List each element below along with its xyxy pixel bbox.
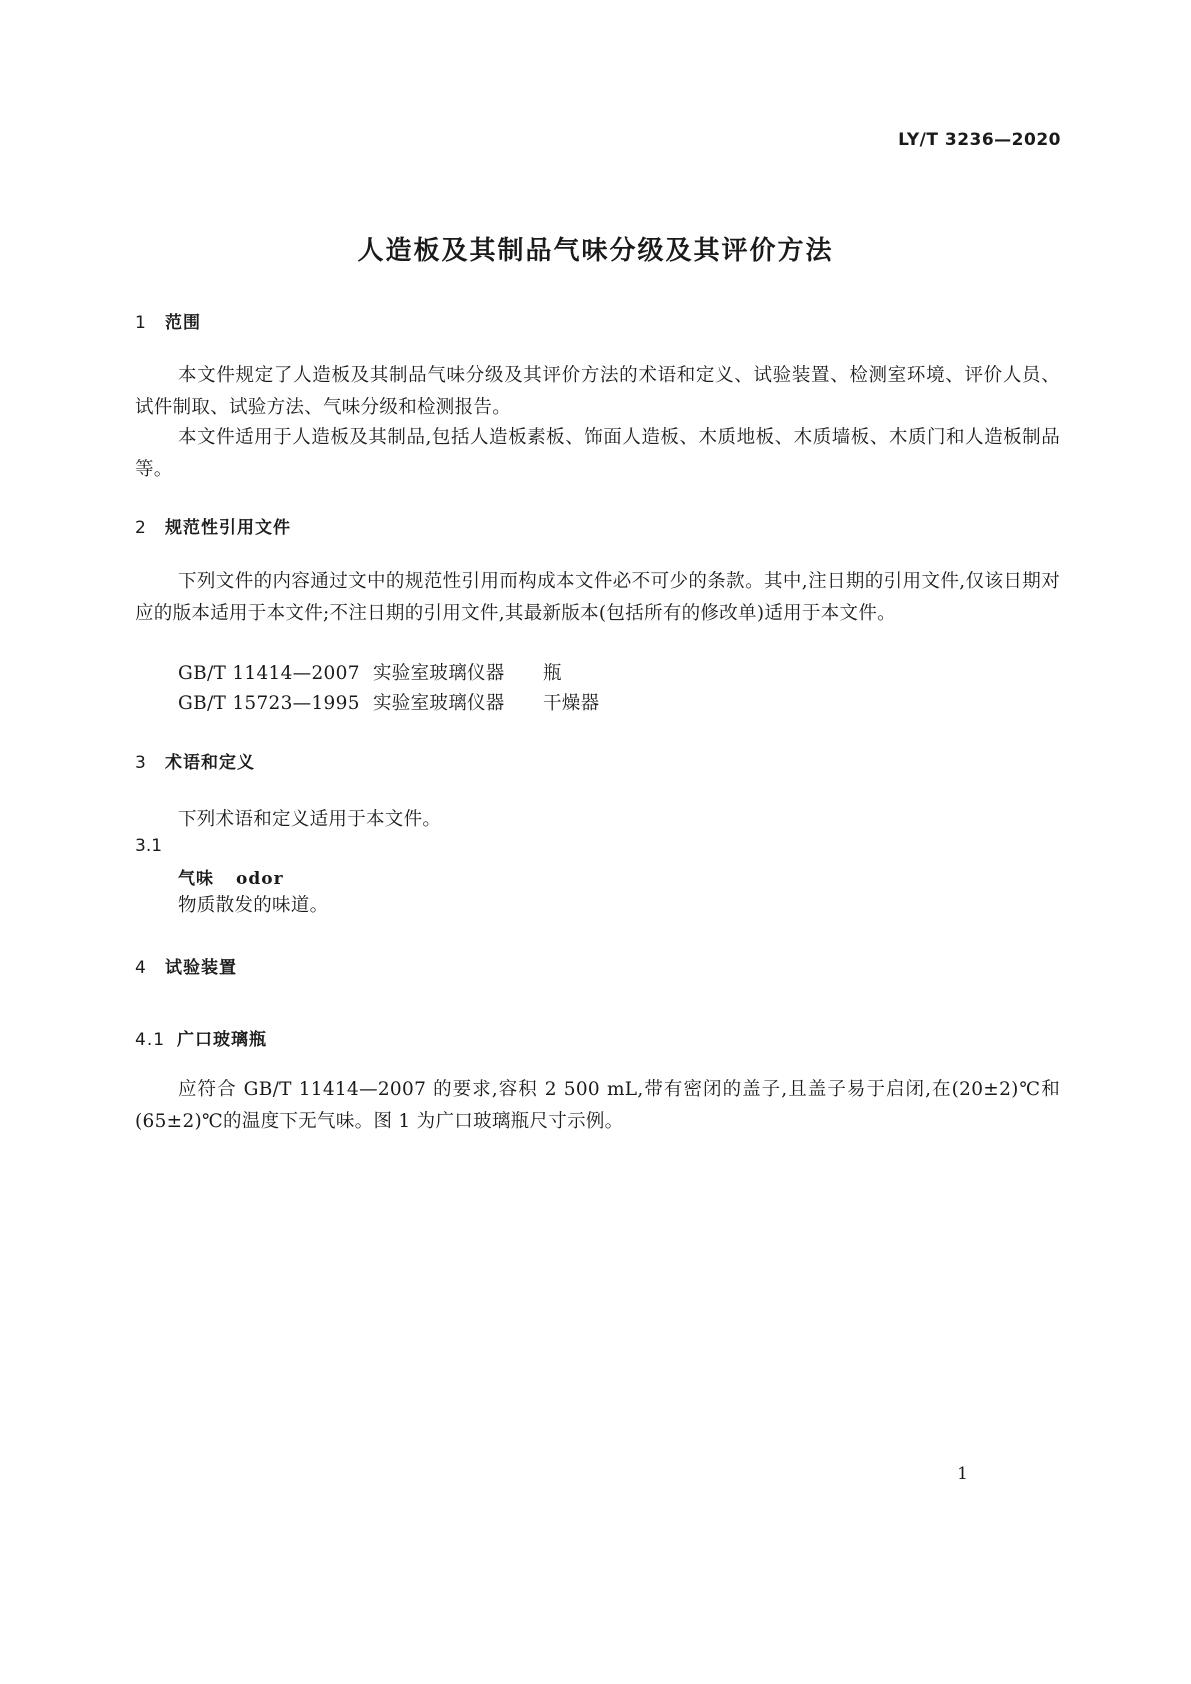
reference-item	[178, 659, 562, 685]
wide-mouth-bottle-paragraph: 应符合 GB/T 11414—2007 的要求,容积 2 500 mL,带有密闭的盖子,且盖子易于启闭,在(20±2)℃和(65±2)℃的温度下无气味。图 1 为广口玻璃瓶尺寸示例。	[135, 1079, 1060, 1132]
reference-code: GB/T 15723—1995	[178, 693, 360, 714]
term-english: odor	[236, 869, 284, 889]
section-number: 4.1	[135, 1030, 166, 1050]
section-4-1-heading	[135, 1025, 267, 1050]
document-title: 人造板及其制品气味分级及其评价方法	[357, 236, 834, 266]
section-number: 2	[135, 518, 147, 538]
standard-code: LY/T 3236—2020	[898, 130, 1061, 150]
section-3-heading	[135, 748, 255, 773]
scope-paragraph-1: 本文件规定了人造板及其制品气味分级及其评价方法的术语和定义、试验装置、检测室环境、评价人员、试件制取、试验方法、气味分级和检测报告。	[135, 365, 1060, 418]
reference-title: 实验室玻璃仪器	[373, 663, 505, 684]
reference-subtitle: 瓶	[543, 663, 562, 684]
term-number: 3.1	[135, 836, 163, 856]
section-2-heading	[135, 513, 291, 538]
section-title: 规范性引用文件	[165, 518, 291, 538]
reference-title: 实验室玻璃仪器	[373, 693, 505, 714]
section-title: 范围	[165, 313, 201, 333]
section-number: 3	[135, 753, 147, 773]
term-definition: 物质散发的味道。	[178, 895, 329, 916]
normative-refs-paragraph: 下列文件的内容通过文中的规范性引用而构成本文件必不可少的条款。其中,注日期的引用文件,仅该日期对应的版本适用于本文件;不注日期的引用文件,其最新版本(包括所有的修改单)适用于本文件。	[135, 571, 1060, 624]
section-number: 4	[135, 958, 147, 978]
section-title: 术语和定义	[165, 753, 255, 773]
reference-code: GB/T 11414—2007	[178, 663, 360, 684]
term-entry	[178, 864, 284, 889]
terms-intro: 下列术语和定义适用于本文件。	[178, 809, 442, 830]
section-number: 1	[135, 313, 147, 333]
section-title: 广口玻璃瓶	[177, 1030, 267, 1050]
section-4-heading	[135, 953, 237, 978]
scope-paragraph-2: 本文件适用于人造板及其制品,包括人造板素板、饰面人造板、木质地板、木质墙板、木质门和人造板制品等。	[135, 427, 1060, 480]
page-number: 1	[957, 1464, 968, 1484]
reference-subtitle: 干燥器	[543, 693, 600, 714]
section-1-heading	[135, 308, 201, 333]
reference-item	[178, 689, 599, 715]
section-title: 试验装置	[165, 958, 237, 978]
term-chinese: 气味	[178, 869, 214, 889]
